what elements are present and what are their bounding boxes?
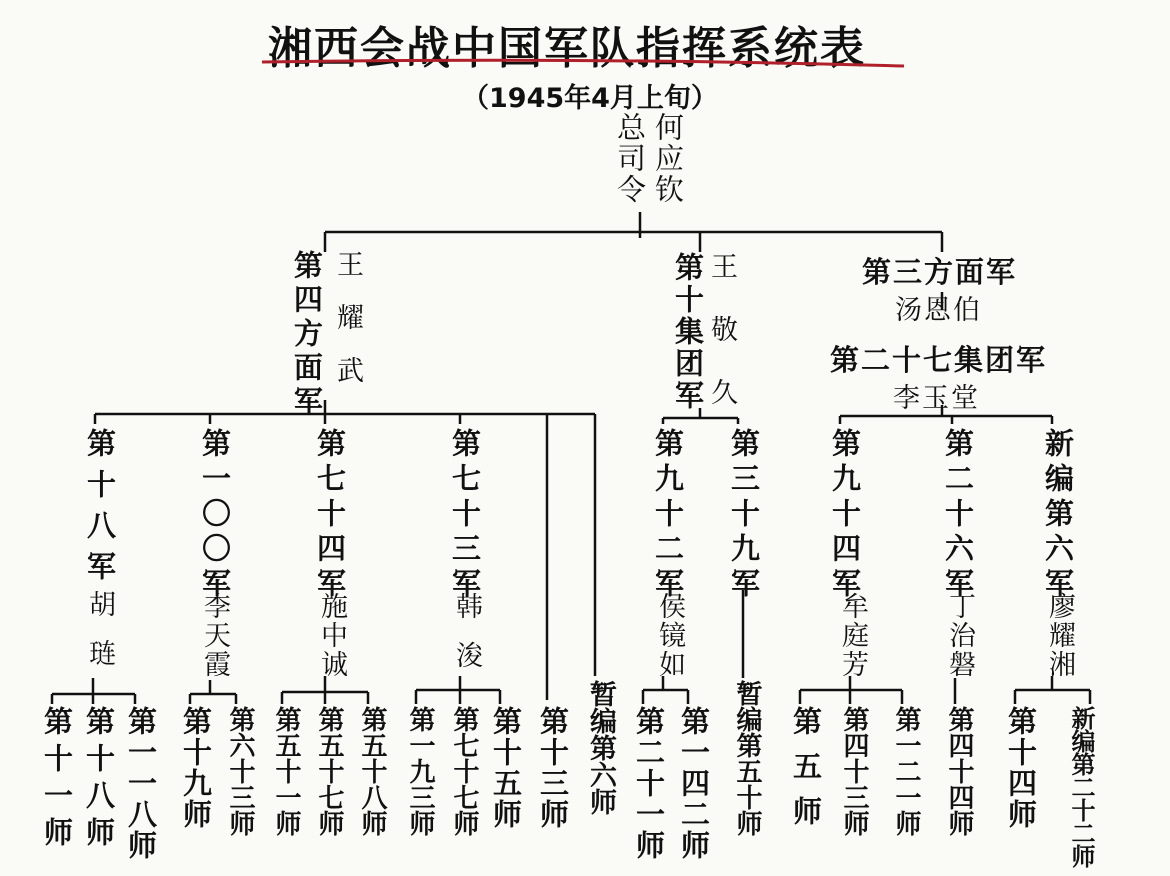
division-label: 第十三师 bbox=[536, 706, 570, 830]
army-label: 第九十二军 bbox=[651, 428, 685, 603]
division-label: 暂编第五十师 bbox=[732, 680, 762, 836]
fourth-front-label: 第四方面军 bbox=[289, 250, 324, 420]
division-label: 第五十八师 bbox=[357, 706, 387, 836]
army-commander: 廖耀湘 bbox=[1044, 592, 1075, 679]
division-label: 第一二一师 bbox=[891, 706, 921, 836]
division-label: 第五十七师 bbox=[314, 706, 344, 836]
third-front-label: 第三方面军 bbox=[862, 255, 1018, 289]
army-label: 第十八军 bbox=[83, 428, 117, 592]
army-commander: 丁治磐 bbox=[944, 592, 975, 679]
division-label: 第一九三师 bbox=[405, 706, 435, 836]
army-label: 新编第六军 bbox=[1041, 428, 1075, 603]
fourth-front-commander: 王耀武 bbox=[332, 250, 363, 409]
division-label: 第四十三师 bbox=[839, 706, 869, 836]
division-label: 新编第二十二师 bbox=[1067, 706, 1095, 867]
tenth-group-label: 第十集团军 bbox=[671, 252, 705, 412]
army-label: 第一〇〇军 bbox=[198, 428, 232, 603]
army-commander: 施中诚 bbox=[316, 592, 347, 679]
division-label: 第十九师 bbox=[179, 706, 213, 830]
twentyseventh-group-label: 第二十七集团军 bbox=[830, 343, 1048, 377]
division-label: 第二十一师 bbox=[632, 706, 666, 861]
commander-position: 总司令 bbox=[613, 112, 647, 205]
tenth-group-commander: 王敬久 bbox=[706, 252, 737, 441]
division-label: 第一四二师 bbox=[677, 706, 711, 861]
division-label: 第七十七师 bbox=[449, 706, 479, 836]
army-commander: 侯镜如 bbox=[654, 592, 685, 679]
army-label: 第九十四军 bbox=[828, 428, 862, 603]
army-commander: 胡琏 bbox=[84, 590, 115, 688]
third-front-commander: 汤恩伯 bbox=[895, 295, 982, 326]
twentyseventh-group-commander: 李玉堂 bbox=[893, 383, 980, 414]
army-label: 第三十九军 bbox=[727, 428, 761, 603]
division-label: 暂编第六师 bbox=[585, 680, 616, 815]
army-commander: 牟庭芳 bbox=[837, 592, 868, 679]
division-label: 第六十三师 bbox=[225, 706, 255, 836]
division-label: 第五十一师 bbox=[271, 706, 301, 836]
division-label: 第十四师 bbox=[1004, 706, 1038, 830]
army-label: 第七十三军 bbox=[448, 428, 482, 603]
army-label: 第七十四军 bbox=[313, 428, 347, 603]
division-label: 第十一师 bbox=[40, 706, 74, 854]
division-label: 第四十四师 bbox=[944, 706, 974, 836]
commander-name: 何应钦 bbox=[651, 112, 685, 205]
army-commander: 韩浚 bbox=[451, 592, 482, 690]
division-label: 第十八师 bbox=[82, 706, 116, 854]
division-label: 第十五师 bbox=[489, 706, 523, 830]
division-label: 第一一八师 bbox=[124, 706, 158, 861]
page-subtitle: （1945年4月上旬） bbox=[462, 83, 718, 114]
army-label: 第二十六军 bbox=[941, 428, 975, 603]
division-label: 第五师 bbox=[789, 706, 823, 841]
page-title: 湘西会战中国军队指挥系统表 bbox=[268, 23, 866, 74]
army-commander: 李天霞 bbox=[199, 592, 230, 679]
